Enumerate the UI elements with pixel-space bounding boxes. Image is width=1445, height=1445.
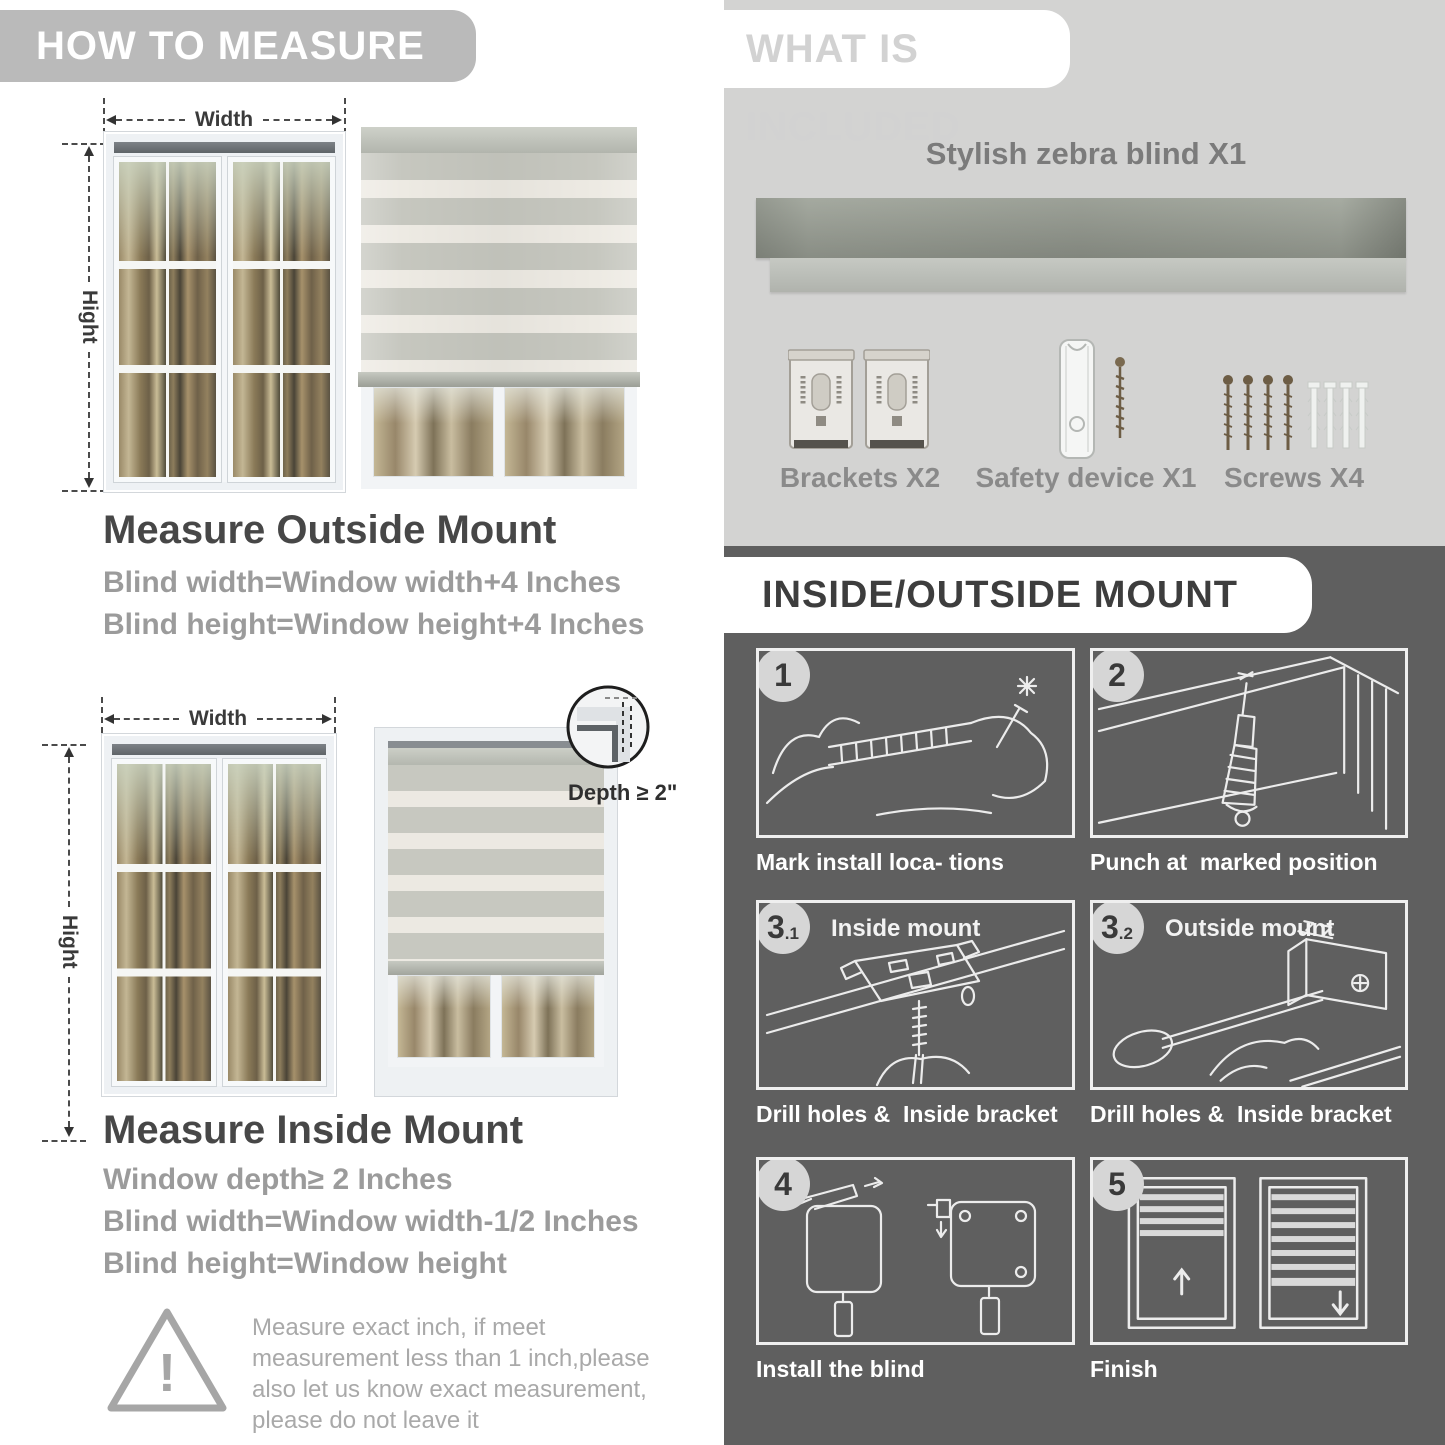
step-panel-3-2 [1090, 900, 1408, 1090]
safety-device-icon [1054, 336, 1144, 467]
what-is-included-header: WHAT IS INCLUDED [724, 10, 1070, 88]
height-label: Hight [58, 915, 81, 969]
step-number-badge: 3 .1 [756, 900, 810, 954]
arrow-up-icon [64, 747, 74, 757]
arrow-down-icon [84, 478, 94, 488]
height-tick-top [62, 143, 106, 145]
step-caption-5: Finish [1090, 1356, 1158, 1382]
window-sash-right [223, 759, 327, 1086]
step-number-badge: 3 .2 [1090, 900, 1144, 954]
arrow-down-icon [64, 1127, 74, 1137]
exclamation-triangle-icon [102, 1303, 232, 1417]
blind-stripes [361, 153, 637, 372]
step-panel-5 [1090, 1157, 1408, 1345]
outside-mount-heading: Measure Outside Mount [103, 508, 557, 552]
arrow-up-icon [84, 146, 94, 156]
step-caption-4: Install the blind [756, 1356, 925, 1382]
window-sash-left [114, 157, 221, 482]
arrow-left-icon [104, 714, 114, 724]
screws-label: Screws X4 [1223, 462, 1365, 493]
arrow-left-icon [106, 115, 116, 125]
height-tick-bottom-2 [42, 1140, 86, 1142]
window-sash-right [228, 157, 335, 482]
step-panel-2 [1090, 648, 1408, 838]
arrow-right-icon [322, 714, 332, 724]
step-number-badge: 1 [756, 648, 810, 702]
screws-anchors-icon [1222, 374, 1372, 465]
height-arrow-inside [57, 747, 81, 1137]
safety-device-label: Safety device X1 [975, 462, 1197, 493]
window-sash-left [112, 759, 216, 1086]
window-photo-inside [101, 733, 337, 1097]
how-to-measure-header: HOW TO MEASURE [0, 10, 476, 82]
window-photo-outside [103, 131, 346, 493]
step-panel-1 [756, 648, 1075, 838]
exclamation-mark: ! [158, 1343, 176, 1403]
height-label: Hight [78, 290, 101, 344]
inside-mount-line-2: Blind width=Window width-1/2 Inches [103, 1205, 639, 1238]
height-arrow-outside [77, 146, 101, 488]
step-panel-4 [756, 1157, 1075, 1345]
step-title: Outside mount [1165, 915, 1335, 942]
step-caption-3-1: Drill holes & Inside bracket [756, 1101, 1058, 1127]
step-caption-3-2: Drill holes & Inside bracket [1090, 1101, 1392, 1127]
window-top-track [114, 142, 335, 153]
window-under-blind [361, 387, 637, 489]
blind-headrail [361, 127, 637, 153]
step-number-badge: 5 [1090, 1157, 1144, 1211]
outside-mount-line-1: Blind width=Window width+4 Inches [103, 566, 622, 599]
blind-bottom-rail [358, 372, 640, 387]
width-label: Width [194, 108, 254, 131]
width-label: Width [188, 707, 248, 730]
inside-mount-line-1: Window depth≥ 2 Inches [103, 1163, 453, 1196]
width-arrow-inside [104, 707, 332, 731]
blind-bottom-rail [388, 961, 604, 975]
window-under-blind [388, 975, 604, 1067]
window-top-track [112, 744, 326, 755]
height-tick-bottom [62, 490, 106, 492]
brackets-label: Brackets X2 [779, 462, 941, 493]
height-tick-top-2 [42, 744, 86, 746]
arrow-right-icon [332, 115, 342, 125]
step-caption-1: Mark install loca- tions [756, 849, 1004, 875]
mount-instructions-section [724, 546, 1445, 1445]
inside-mount-line-3: Blind height=Window height [103, 1247, 507, 1280]
step-number-badge: 2 [1090, 648, 1144, 702]
product-label: Stylish zebra blind X1 [925, 136, 1247, 171]
depth-detail-magnifier [565, 684, 651, 770]
inside-mount-heading: Measure Inside Mount [103, 1108, 524, 1152]
step-panel-3-1 [756, 900, 1075, 1090]
inside-outside-mount-header: INSIDE/OUTSIDE MOUNT [724, 557, 1312, 633]
depth-label: Depth ≥ 2" [568, 780, 678, 805]
what-is-included-section [724, 0, 1445, 546]
outside-mount-line-2: Blind height=Window height+4 Inches [103, 608, 645, 641]
step-caption-2: Punch at marked position [1090, 849, 1378, 875]
step-number-badge: 4 [756, 1157, 810, 1211]
mounting-bracket-icon [788, 348, 930, 461]
headrail-product-photo [756, 198, 1406, 258]
zebra-blind-photo-outside [361, 127, 637, 490]
width-arrow-outside [106, 108, 342, 132]
step-title: Inside mount [831, 915, 981, 942]
measure-warning-text: Measure exact inch, if meet measurement less than 1 inch,please also let us know exact measurement, please do not leave it [252, 1314, 650, 1434]
headrail-valance [770, 258, 1406, 292]
